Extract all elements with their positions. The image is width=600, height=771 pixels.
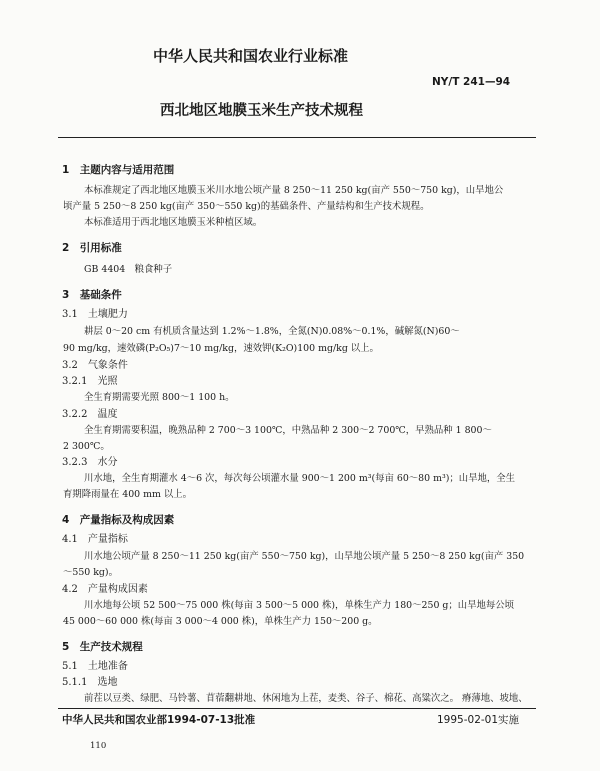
s3-2-3-line1: 川水地，全生育期灌水 4～6 次，每次每公顷灌水量 900～1 200 m³(每亩 60～80 m³)；山旱地，全生 [84,473,516,484]
approval-line: 中华人民共和国农业部1994-07-13批准 [62,714,256,726]
s3-2-1-heading: 3.2.1 光照 [62,376,118,387]
section-1-heading: 1 主题内容与适用范围 [62,164,175,176]
s1-para2: 本标准适用于西北地区地膜玉米种植区域。 [84,217,263,228]
page-number: 110 [90,741,107,751]
section-4-heading: 4 产量指标及构成因素 [62,514,175,526]
section-5-heading: 5 生产技术规程 [62,641,143,653]
s5-1-1-text: 前茬以豆类、绿肥、马铃薯、苜蓿翻耕地、休闲地为上茬，麦类、谷子、棉花、高粱次之。 瘠薄地、坡地、 [84,693,528,704]
s4-1-line1: 川水地公顷产量 8 250～11 250 kg(亩产 550～750 kg)，山旱地公顷产量 5 250～8 250 kg(亩产 350 [84,551,525,562]
section-2-heading: 2 引用标准 [62,242,122,254]
s3-1-heading: 3.1 土壤肥力 [62,309,128,320]
s4-2-heading: 4.2 产量构成因素 [62,584,148,595]
standard-category: 中华人民共和国农业行业标准 [153,47,349,65]
s5-1-heading: 5.1 土地准备 [62,661,128,672]
section-3-heading: 3 基础条件 [62,289,122,301]
s3-2-heading: 3.2 气象条件 [62,360,128,371]
s4-2-line2: 45 000～60 000 株(每亩 3 000～4 000 株)，单株生产力 150～200 g。 [63,616,378,627]
footer-rule [58,708,536,709]
s3-2-3-heading: 3.2.3 水分 [62,457,118,468]
s4-2-line1: 川水地每公顷 52 500～75 000 株(每亩 3 500～5 000 株)，单株生产力 180～250 g；山旱地每公顷 [84,600,515,611]
s2-reference: GB 4404 粮食种子 [84,264,173,275]
s3-2-2-heading: 3.2.2 温度 [62,409,118,420]
s5-1-1-heading: 5.1.1 选地 [62,677,118,688]
s4-1-heading: 4.1 产量指标 [62,534,128,545]
header-rule [58,137,536,138]
document-title: 西北地区地膜玉米生产技术规程 [160,103,363,119]
s3-1-line1: 耕层 0～20 cm 有机质含量达到 1.2%～1.8%，全氮(N)0.08%～0.1%，碱解氮(N)60～ [84,326,460,337]
s3-2-2-line2: 2 300℃。 [63,441,110,452]
s3-2-3-line2: 育期降雨量在 400 mm 以上。 [63,489,192,500]
implementation-date: 1995-02-01实施 [437,714,520,726]
s1-para1-line2: 顷产量 5 250～8 250 kg(亩产 350～550 kg)的基础条件、产量结构和生产技术规程。 [63,201,430,212]
standard-code: NY/T 241—94 [432,76,511,88]
s3-1-line2: 90 mg/kg，速效磷(P₂O₅)7～10 mg/kg，速效钾(K₂O)100 mg/kg 以上。 [63,343,379,354]
s3-2-1-text: 全生育期需要光照 800～1 100 h。 [84,392,235,403]
s4-1-line2: ～550 kg)。 [63,567,118,578]
s3-2-2-line1: 全生育期需要积温，晚熟品种 2 700～3 100℃，中熟品种 2 300～2 700℃，早熟品种 1 800～ [84,425,492,436]
s1-para1-line1: 本标准规定了西北地区地膜玉米川水地公顷产量 8 250～11 250 kg(亩产 550～750 kg)，山旱地公 [84,185,504,196]
